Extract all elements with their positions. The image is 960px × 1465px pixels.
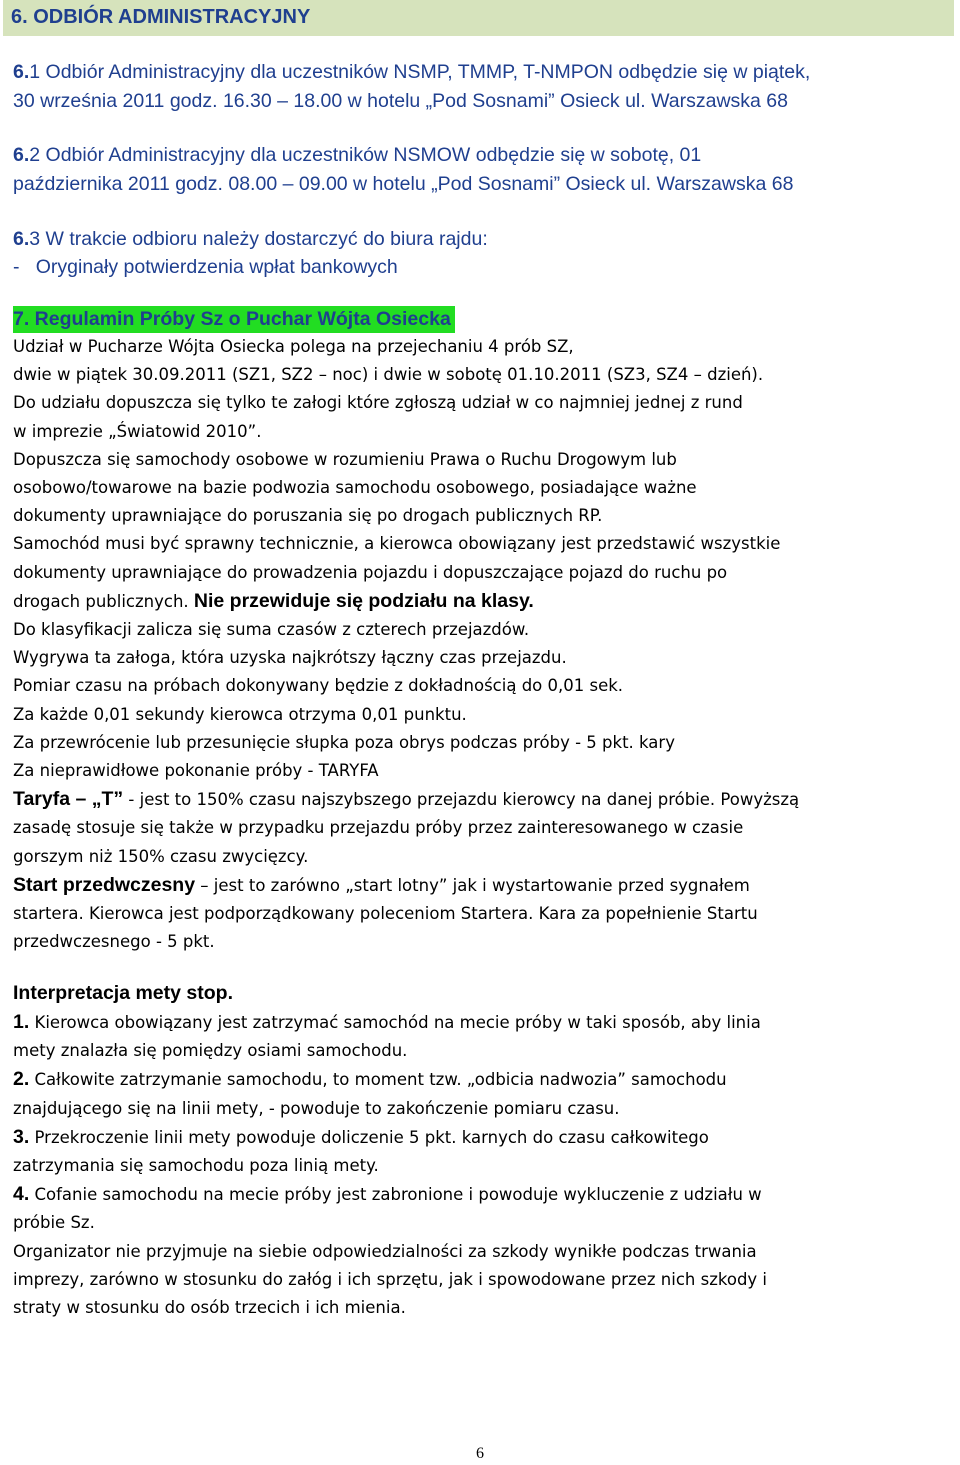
body-line: znajdującego się na linii mety, - powoduje to zakończenie pomiaru czasu. [13,1098,620,1118]
interp-item-text: Kierowca obowiązany jest zatrzymać samochód na mecie próby w taki sposób, aby linia [29,1013,761,1032]
body-line: Pomiar czasu na próbach dokonywany będzie z dokładnością do 0,01 sek. [13,676,624,696]
interpretation-heading: Interpretacja mety stop. [13,982,233,1004]
body-line: Za nieprawidłowe pokonanie próby - TARYFA [13,761,379,781]
start-text: – jest to zarówno „start lotny” jak i wystartowanie przed sygnałem [195,875,750,895]
body-line: dokumenty uprawniające do poruszania się po drogach publicznych RP. [13,506,603,526]
interp-item-number: 2. [13,1068,30,1091]
body-line [13,587,953,616]
taryfa-line [13,785,953,814]
section-6-1-text: 1 Odbiór Administracyjny dla uczestników NSMP, TMMP, T-NMPON odbędzie się w piątek, [29,61,811,83]
interpretation-body [13,1008,953,1322]
interp-item-text: Cofanie samochodu na mecie próby jest zabronione i powoduje wykluczenie z udziału w [29,1185,762,1205]
interp-item-text: Przekroczenie linii mety powoduje doliczenie 5 pkt. karnych do czasu całkowitego [29,1127,709,1147]
body-line: gorszym niż 150% czasu zwycięzcy. [13,846,309,866]
body-line: mety znalazła się pomiędzy osiami samochodu. [13,1041,408,1061]
interp-item-number: 3. [13,1125,30,1148]
body-line: w imprezie „Światowid 2010”. [13,421,262,441]
start-label: Start przedwczesny [13,873,196,896]
body-line: Za każde 0,01 sekundy kierowca otrzyma 0,01 punktu. [13,704,467,724]
body-line: osobowo/towarowe na bazie podwozia samochodu osobowego, posiadające ważne [13,478,697,498]
interp-item-number: 1. [13,1011,30,1033]
section-6-2-line-1 [13,141,701,170]
section-6-3-number: 6. [13,228,30,250]
body-line: Dopuszcza się samochody osobowe w rozumieniu Prawa o Ruchu Drogowym lub [13,449,677,469]
interp-item-line [13,1065,953,1094]
body-line: dokumenty uprawniające do prowadzenia pojazdu i dopuszczające pojazd do ruchu po [13,562,728,582]
body-line: Wygrywa ta załoga, która uzyska najkrótszy łączny czas przejazdu. [13,648,567,668]
body-line: dwie w piątek 30.09.2011 (SZ1, SZ2 – noc) i dwie w sobotę 01.10.2011 (SZ3, SZ4 – dzień). [13,365,764,385]
section-6-3-line-2: - Oryginały potwierdzenia wpłat bankowych [13,256,398,278]
body-line: Do klasyfikacji zalicza się suma czasów z czterech przejazdów. [13,620,530,640]
section-6-2-number: 6. [13,144,30,166]
organizer-line: Organizator nie przyjmuje na siebie odpowiedzialności za szkody wynikłe podczas trwania [13,1241,757,1261]
drogach-text: drogach publicznych. [13,591,194,611]
section-6-1-line-1 [13,58,810,87]
interp-item-number: 4. [13,1183,30,1206]
body-line: Udział w Pucharze Wójta Osiecka polega na przejechaniu 4 prób SZ, [13,337,574,356]
body-line: próbie Sz. [13,1213,95,1233]
taryfa-label: Taryfa – „T” [13,788,124,811]
organizer-line: straty w stosunku do osób trzecich i ich mienia. [13,1298,406,1318]
section-6-heading: 6. ODBIÓR ADMINISTRACYJNY [3,0,954,36]
body-line: zatrzymania się samochodu poza linią mety. [13,1156,379,1176]
body-line: zasadę stosuje się także w przypadku przejazdu próby przez zainteresowanego w czasie [13,818,744,838]
section-6-2-text: 2 Odbiór Administracyjny dla uczestników NSMOW odbędzie się w sobotę, 01 [29,144,702,166]
section-7-body [13,333,953,956]
interp-item-line [13,1008,953,1037]
section-7-heading: 7. Regulamin Próby Sz o Puchar Wójta Osiecka [13,306,455,333]
interp-item-line [13,1180,953,1209]
body-line: Do udziału dopuszcza się tylko te załogi które zgłoszą udział w co najmniej jednej z rund [13,393,743,413]
section-6-1-line-2: 30 września 2011 godz. 16.30 – 18.00 w hotelu „Pod Sosnami” Osieck ul. Warszawska 68 [13,90,788,112]
no-class-division: Nie przewiduje się podziału na klasy. [193,589,534,612]
page-number: 6 [476,1445,484,1462]
organizer-line: imprezy, zarówno w stosunku do załóg i ich sprzętu, jak i spowodowane przez nich szkody i [13,1269,768,1289]
section-6-3-line-1 [13,225,488,254]
taryfa-text: - jest to 150% czasu najszybszego przejazdu kierowcy na danej próbie. Powyższą [123,790,800,810]
body-line: Za przewrócenie lub przesunięcie słupka poza obrys podczas próby - 5 pkt. kary [13,732,675,752]
body-line: Samochód musi być sprawny technicznie, a kierowca obowiązany jest przedstawić wszystkie [13,534,781,554]
section-6-2-line-2: października 2011 godz. 08.00 – 09.00 w hotelu „Pod Sosnami” Osieck ul. Warszawska 68 [13,173,794,195]
section-6-1-number: 6. [13,61,30,83]
body-line: przedwczesnego - 5 pkt. [13,932,215,952]
interp-item-line [13,1123,953,1152]
start-line [13,871,953,900]
section-6-3-text: 3 W trakcie odbioru należy dostarczyć do biura rajdu: [29,228,488,250]
body-line: startera. Kierowca jest podporządkowany poleceniom Startera. Kara za popełnienie Startu [13,904,758,924]
interp-item-text: Całkowite zatrzymanie samochodu, to moment tzw. „odbicia nadwozia” samochodu [29,1070,727,1090]
